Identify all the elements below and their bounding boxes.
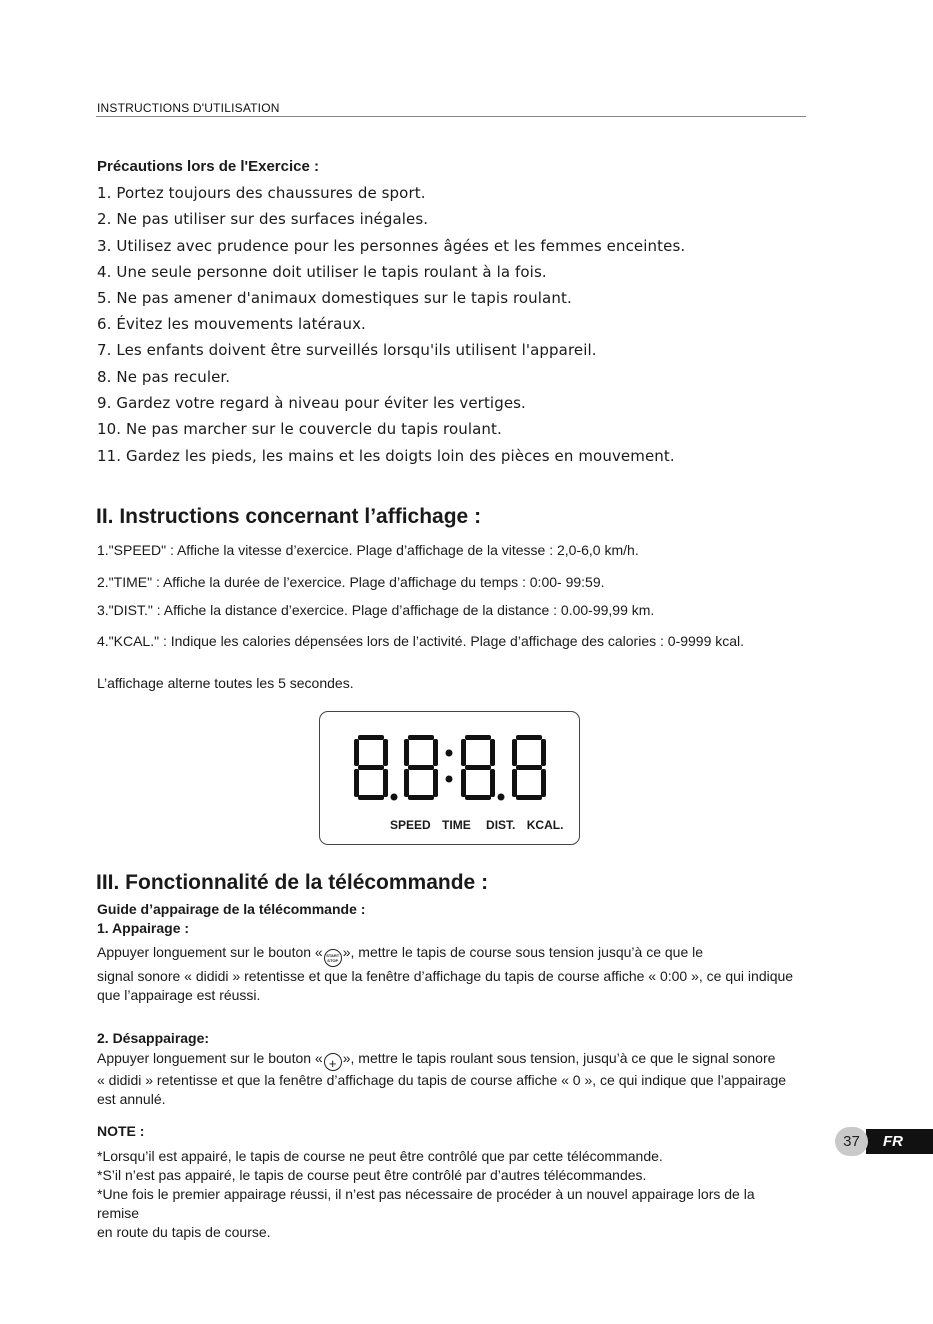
pairing-text-end: », mettre le tapis de course sous tension jusqu’à ce que le <box>342 944 704 960</box>
list-item: 3. Utilisez avec prudence pour les personnes âgées et les femmes enceintes. <box>97 236 686 255</box>
note-line: remise <box>97 1205 140 1221</box>
pairing-paragraph <box>97 943 793 1005</box>
list-item: 9. Gardez votre regard à niveau pour éviter les vertiges. <box>97 394 526 413</box>
display-line-time: 2."TIME" : Affiche la durée de l’exercice. Plage d’affichage du temps : 0:00- 99:59. <box>97 574 605 590</box>
precautions-list <box>97 183 685 472</box>
language-tab: FR <box>866 1129 933 1154</box>
document-header-title: INSTRUCTIONS D'UTILISATION <box>97 101 280 115</box>
list-item: 2. Ne pas utiliser sur des surfaces inégales. <box>97 210 429 229</box>
remote-section-title: III. Fonctionnalité de la télécommande : <box>96 871 489 894</box>
pairing-text-start: Appuyer longuement sur le bouton « <box>97 944 323 960</box>
pairing-title: 1. Appairage : <box>97 920 190 936</box>
page-number-badge: 37 <box>835 1127 868 1156</box>
lcd-label-dist: DIST. <box>486 818 516 832</box>
start-stop-button-icon: START STOP <box>324 949 342 967</box>
unpairing-paragraph <box>97 1049 786 1109</box>
unpairing-text-end: », mettre le tapis roulant sous tension, jusqu’à ce que le signal sonore <box>342 1050 776 1066</box>
list-item: 7. Les enfants doivent être surveillés lorsqu'ils utilisent l'appareil. <box>97 341 597 360</box>
display-line-speed: 1."SPEED" : Affiche la vitesse d’exercice. Plage d’affichage de la vitesse : 2,0-6,0 km/h. <box>97 542 639 558</box>
pairing-text-line2: signal sonore « dididi » retentisse et que la fenêtre d’affichage du tapis de course affiche « 0:00 », ce qui indique <box>97 968 794 984</box>
note-line: *Une fois le premier appairage réussi, il n’est pas nécessaire de procéder à un nouvel appairage lors de la <box>97 1186 755 1202</box>
list-item: 10. Ne pas marcher sur le couvercle du tapis roulant. <box>97 420 502 439</box>
pairing-guide-title: Guide d’appairage de la télécommande : <box>97 901 366 917</box>
display-line-kcal: 4."KCAL." : Indique les calories dépensées lors de l’activité. Plage d’affichage des calories : 0-9999 kcal. <box>97 633 745 649</box>
display-section-title: II. Instructions concernant l’affichage : <box>96 505 482 528</box>
unpairing-text-line2: « dididi » retentisse et que la fenêtre d’affichage du tapis de course affiche « 0 », ce qui indique que l’appairage <box>97 1072 787 1088</box>
note-title: NOTE : <box>97 1123 145 1139</box>
note-line: *S’il n’est pas appairé, le tapis de course peut être contrôlé par d’autres télécommandes. <box>97 1167 647 1183</box>
list-item: 11. Gardez les pieds, les mains et les doigts loin des pièces en mouvement. <box>97 446 675 465</box>
note-paragraph <box>97 1147 755 1242</box>
lcd-label-time: TIME <box>442 818 471 832</box>
display-line-dist: 3."DIST." : Affiche la distance d’exercice. Plage d’affichage de la distance : 0.00-99,99 km. <box>97 602 655 618</box>
lcd-label-kcal: KCAL. <box>526 818 564 832</box>
header-divider <box>96 116 806 117</box>
list-item: 4. Une seule personne doit utiliser le tapis roulant à la fois. <box>97 262 547 281</box>
seven-segment-digits-icon <box>350 733 555 803</box>
plus-button-icon: + <box>324 1053 342 1071</box>
lcd-label-speed: SPEED <box>390 818 431 832</box>
list-item: 8. Ne pas reculer. <box>97 367 231 386</box>
unpairing-text-line3: est annulé. <box>97 1091 166 1107</box>
display-alternate-note: L’affichage alterne toutes les 5 secondes. <box>97 675 354 691</box>
note-line: *Lorsqu’il est appairé, le tapis de course ne peut être contrôlé que par cette télécommande. <box>97 1148 663 1164</box>
lcd-labels <box>390 818 571 832</box>
list-item: 5. Ne pas amener d'animaux domestiques sur le tapis roulant. <box>97 289 572 308</box>
list-item: 6. Évitez les mouvements latéraux. <box>97 315 366 334</box>
precautions-title: Précautions lors de l'Exercice : <box>97 158 319 175</box>
pairing-text-line3: que l’appairage est réussi. <box>97 987 261 1003</box>
unpairing-text-start: Appuyer longuement sur le bouton « <box>97 1050 323 1066</box>
unpairing-title: 2. Désappairage: <box>97 1030 210 1046</box>
note-line: en route du tapis de course. <box>97 1224 271 1240</box>
list-item: 1. Portez toujours des chaussures de sport. <box>97 184 426 202</box>
